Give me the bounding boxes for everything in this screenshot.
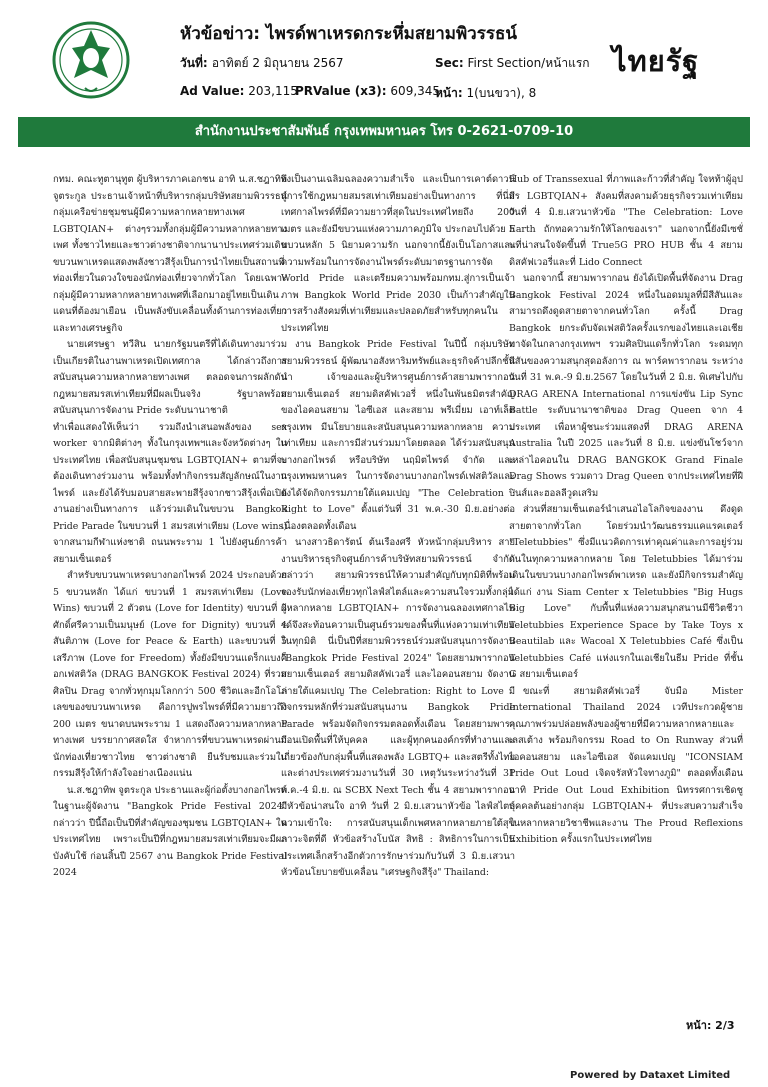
paragraph: นอกจากนี้ สยามพารากอน ยังได้เปิดพื้นที่จัดงาน Drag Bangkok Festival 2024 หนึ่งในอดมมูลที่มีสีสันและสามารถดึงดูดสายตาจากคนทั่วโลก ครั้งนี้ Drag Bangkok ยกระดับจัดเฟสติวัลครั้งแรกของไทยและเอเชีย มาจัดในกลางกรุงเทพฯ รวมศิลปินแดร็กทั่วโลก ระดมทุกสีสันของความสนุกสุดอลังการ ณ พาร์คพารากอน ระหว่างวันที่ 31 พ.ค.-9 มิ.ย.2567 โดยในวันที่ 2 มิ.ย. พิเศษไปกับ DRAG ARENA International การแข่งขัน Lip Sync Battle ระดับนานาชาติของ Drag Queen จาก 4 ประเทศ เพื่อหาผู้ชนะร่วมแสดงที่ DRAG ARENA Australia ในปี 2025 และวันที่ 8 มิ.ย. แข่งขันโชว์จากเหล่าไอคอนใน DRAG BANGKOK Grand Finale Drag Shows รวมดาว Drag Queen จากประเทศไทยที่ฝีปินส์และฮอลลีวูดเสริม	[509, 273, 743, 499]
pr-office-banner: สำนักงานประชาสัมพันธ์ กรุงเทพมหานคร โทร 0-2621-0709-10	[18, 117, 750, 147]
newspaper-logo: ไทยรัฐ	[612, 44, 700, 78]
section-row	[435, 54, 590, 73]
article-column-3	[509, 172, 743, 927]
section-value: First Section/หน้าแรก	[467, 56, 590, 70]
article-column-1	[53, 172, 287, 927]
ad-value: 203,115	[248, 84, 298, 98]
paragraph: งาน Bangkok Pride Festival ในปีนี้ กลุ่มบริษัท สยามพิวรรธน์ ผู้พัฒนาอสังหาริมทรัพย์และธุรกิจค้าปลีกชั้นนำ เจ้าของและผู้บริหารศูนย์การค้าสยามพารากอน สยามเซ็นเตอร์ สยามดิสคัฟเวอรี่ หนึ่งในพันธมิตรสำคัญของไอคอนสยาม ไอซีเอส และสยาม พรีเมี่ยม เอาท์เล็ต กรุงเทพ มีนโยบายและสนับสนุนความหลากหลาย ความเท่าเทียม และการมีส่วนร่วมมาโดยตลอด ได้ร่วมสนับสนุนบางกอกไพรด์ หรือบริษัท นฤมิตไพรด์ จำกัด และกรุงเทพมหานคร ในการจัดงานบางกอกไพรด์เฟสติวัลและยังได้จัดกิจกรรมภายใต้แคมเปญ "The Celebration : Right to Love" ตั้งแต่วันที่ 31 พ.ค.-30 มิ.ย.อย่างต่อเนื่องตลอดทั้งเดือน	[281, 339, 515, 532]
publication-date: อาทิตย์ 2 มิถุนายน 2567	[211, 56, 344, 70]
paragraph: กทม. คณะทูตานุทูต ผู้บริหารภาคเอกชน อาทิ น.ส.ชฎาทิพ จูตระกูล ประธานเจ้าหน้าที่บริหารกลุ่มบริษัทสยามพิวรรธน์กลุ่มเครือข่ายชุมชนผู้มีความหลากหลายทางเพศ LGBTQIAN+ ต่างๆรวมทั้งกลุ่มผู้มีความหลากหลายทางเพศ ทั้งชาวไทยและชาวต่างชาติจากนานาประเทศร่วมเดินขบวนพาเหรดแสดงพลังชาวสีรุ้งเป็นการนำไทยเป็นสถานที่ท่องเที่ยวในดวงใจของนักท่องเที่ยวจากทั่วโลก โดยเฉพาะกลุ่มผู้มีความหลากหลายทางเพศที่เลือกมาอยู่ไทยเป็นเดินแดนที่ต้องมาเยือน เป็นพลังขับเคลื่อนทั้งด้านการท่องเที่ยวและทางเศรษฐกิจ	[53, 174, 287, 334]
paragraph: Hub of Transsexual ที่ภาพและก้าวที่สำคัญ ใจหท้าผู้อุปสร LGBTQIAN+ สังคมที่สงคามด้วยธุรกิจรวมเท่าเทียม วันที่ 4 มิ.ย.เสวนาหัวข้อ "The Celebration: Love Earth ถักทอความรักให้โลกของเรา" นอกจากนี้ยังมีเซชั่นที่น่าสนใจจัดขึ้นที่ True5G PRO HUB ชั้น 4 สยามดิสคัฟเวอรี่และที่ Lido Connect	[509, 174, 743, 268]
bangkok-metropolitan-seal-icon	[52, 12, 130, 108]
section-label: Sec:	[435, 56, 464, 70]
article-column-2	[281, 172, 515, 927]
date-label: วันที่:	[180, 56, 208, 70]
page-value: 1(บนขวา), 8	[466, 86, 537, 100]
ad-value-label: Ad Value:	[180, 84, 245, 98]
clipping-title-row	[180, 20, 517, 47]
pr-value-label: PRValue (x3):	[295, 84, 387, 98]
title-label: หัวข้อข่าว:	[180, 24, 261, 44]
footer-credit: Powered by Dataxet Limited	[570, 1070, 731, 1081]
paragraph: ส่วนที่สยามเซ็นเตอร์นำเสนอไอโลกิจของงาน ดึงดูดสายตาจากทั่วโลก โดยร่วมนำวัฒนธรรมแคแรคเตอร์ "Teletubbies" ซึ่งมีแนวคิดการเท่าคุณค่าและการอยู่ร่วมกันในทุกความหลากหลาย โดย Teletubbies ได้มาร่วมเดินในขบวนบางกอกไพรด์พาเหรด และยังมีกิจกรรมสำคัญได้แก่ งาน Siam Center x Teletubbies "Big Hugs Big Love" กับพื้นที่แห่งความสนุกสนานมีชีวิตชีวา Teletubbies Experience Space by Take Toys x Beautilab และ Wacoal X Teletubbies Café ซึ่งเป็น Teletubbies Café แห่งแรกในเอเชียในธีม Pride ที่ชั้น G สยามเซ็นเตอร์	[509, 504, 743, 680]
pr-value: 609,345	[390, 84, 441, 98]
page-label: หน้า:	[435, 86, 463, 100]
paragraph: ขณะที่ สยามดิสคัฟเวอรี่ จับมือ Mister International Thailand 2024 เวทีประกวดผู้ชายคุณภาพร่วมปล่อยพลังของผู้ชายที่มีความหลากหลายและเลสเต้าง พร้อมกิจกรรม Road to On Runway ส่วนที่ไอคอนสยาม และไอซีเอส จัดแคมเปญ "ICONSIAM Pride Out Loud เจิดจรัสหัวใจทางภูมิ" ตลอดทั้งเดือน อาทิ Pride Out Loud Exhibition นิทรรศการเชิดชูบุคคลต้นอย่างกลุ่ม LGBTQIAN+ ที่ประสบความสำเร็จในหลากหลายวิชาชีพและงาน The Proud Reflexions Exhibition ครั้งแรกในประเทศไทย	[509, 685, 743, 845]
ad-value-row	[180, 84, 298, 98]
news-title: ไพรด์พาเหรดกระหึ่มสยามพิวรรธน์	[266, 24, 517, 44]
paragraph: สำหรับขบวนพาเหรดบางกอกไพรด์ 2024 ประกอบด้วย 5 ขบวนหลัก ได้แก่ ขบวนที่ 1 สมรสเท่าเทียม (Love Wins) ขบวนที่ 2 ตัวตน (Love for Identity) ขบวนที่ 3 ศักดิ์ศรีความเป็นมนุษย์ (Love for Dignity) ขบวนที่ 4 สันติภาพ (Love for Peace & Earth) และขบวนที่ 5 เสรีภาพ (Love for Freedom) ทั้งยังมีขบวนแดร็กแบงค็อกเฟสติวัล (DRAG BANGKOK Festival 2024) ที่รวมศิลปิน Drag จากทั่วทุกมุมโลกกว่า 500 ชีวิตและอีกโอโล่เลขของขบวนพาเหรด คือการปูพรไพรด์ที่มีความยาวถึง 200 เมตร ขนาดบนพระราม 1 แสดงถึงความหลากหลายทางเพศ บรรยากาศสดใส จำหาการที่ขบวนพาเหรดผ่านมีนักท่องเที่ยวชาวไทย ชาวต่างชาติ ยืนรับชมและร่วมในกรรมสีรุ้งให้กำลังใจอย่างเนืองแน่น	[53, 570, 287, 779]
pr-value-row	[295, 84, 440, 98]
date-row	[180, 54, 344, 73]
paragraph: นายเศรษฐา ทวีสิน นายกรัฐมนตรีที่ได้เดินทางมาร่วมเป็นเกียรติในงานพาเหรดเปิดเทศกาล ได้กล่าวถึงการสนับสนุนความหลากหลายทางเพศ ตลอดจนการผลักดันกฎหมายสมรสเท่าเทียมที่มีผลเป็นจริง รัฐบาลพร้อมสนับสนุนการจัดงาน Pride ระดับนานาชาติ	[53, 339, 287, 416]
paragraph: น.ส.ชฎาทิพ จูตระกูล ประธานและผู้ก่อตั้งบางกอกไพรด์ ในฐานะผู้จัดงาน "Bangkok Pride Festival 2024" กล่าวว่า ปีนี้ถือเป็นปีที่สำคัญของชุมชน LGBTQIAN+ ในประเทศไทย เพราะเป็นปีที่กฎหมายสมรสเท่าเทียมจะมีผลบังคับใช้ ก่อนสิ้นปี 2567 งาน Bangkok Pride Festival 2024	[53, 784, 287, 878]
paragraph: ทำเพื่อแสดงให้เห็นว่า รวมถึงนำเสนอพลังของ sex worker จากมิติต่างๆ ทั้งในกรุงเทพฯและจังหวัดต่างๆ ในประเทศไทย เพื่อสนับสนุนชุมชน LGBTQIAN+ ตามที่จะต้องเดินทางร่วมงาน พร้อมทั้งทำกิจกรรมสัญลักษณ์ในงานไพรด์ และยังได้รับมอบสายสะพายสีรุ้งจากชาวสีรุ้งเพื่อเปิดงานอย่างเป็นทางการ แล้วร่วมเดินในขบวน Bangkok Pride Parade ในขบวนที่ 1 สมรสเท่าเทียม (Love wins) จากสนามกีฬาแห่งชาติ ถนนพระราม 1 ไปยังศูนย์การค้าสยามเซ็นเตอร์	[53, 421, 287, 565]
clipping-header	[0, 0, 768, 118]
paragraph: จึงเป็นงานเฉลิมฉลองความสำเร็จ และเป็นการเคาต์ดาวน์สู่การใช้กฎหมายสมรสเท่าเทียมอย่างเป็นทางการ ที่นี่มีเทศกาลไพรด์ที่มีความยาวที่สุดในประเทศไทยถึง 200 เมตร และยังมีขบวนแห่งความภาคภูมิใจ ประกอบไปด้วย 5 ขบวนหลัก 5 นิยามความรัก นอกจากนี้ยังเป็นโอกาสและความพร้อมในการจัดงานไพรด์ระดับมาตรฐานการจัด World Pride และเตรียมความพร้อมกทม.สู่การเป็นเจ้าภาพ Bangkok World Pride 2030 เป็นก้าวสำคัญในการสร้างสังคมที่เท่าเทียมและปลอดภัยสำหรับทุกคนในประเทศไทย	[281, 174, 515, 334]
page-row	[435, 84, 536, 103]
paragraph: นางสาวธิดารัตน์ ต้นเรืองศรี หัวหน้ากลุ่มบริหาร สายงานบริหารธุรกิจศูนย์การค้าบริษัทสยามพิวรรธน์ จำกัด กล่าวว่า สยามพิวรรธน์ให้ความสำคัญกับทุกมิติที่พร้อมรองรับนักท่องเที่ยวทุกไลฟ์สไตล์และความสนใจรวมทั้งกลุ่มผู้หลากหลาย LGBTQIAN+ การจัดงานฉลองเทศกาลไพรด์จึงสะท้อนความเป็นศูนย์รวมของพื้นที่แห่งความเท่าเทียมในทุกมิติ นี่เป็นปีที่สยามพิวรรธน์ร่วมสนับสนุนการจัดงาน "Bangkok Pride Festival 2024" โดยสยามพารากอน สยามเซ็นเตอร์ สยามดิสคัฟเวอรี่ และไอคอนสยาม จัดงานภายใต้แคมเปญ The Celebration: Right to Love มีกิจกรรมหลักที่ร่วมสนับสนุนงาน Bangkok Pride Parade พร้อมจัดกิจกรรมตลอดทั้งเดือน โดยสยามพารากอนเปิดพื้นที่ให้บุคคล และผู้ทุกคนองค์กรที่ทำงานและเกี่ยวข้องกับกลุ่มพื้นที่แสดงพลัง LGBTQ+ และสตรีทั้งไทยและต่างประเทศร่วมงานวันที่ 30 เหตุวันระหว่างวันที่ 31 พ.ค.-4 มิ.ย. ณ SCBX Next Tech ชั้น 4 สยามพารากอน มีหัวข้อน่าสนใจ อาทิ วันที่ 2 มิ.ย.เสวนาหัวข้อ ไลฟ์สไตล์ความเข้าใจ: การสนับสนุนเด็กเพศหลากหลายภายใต้สุขภาวะจิตที่ดี หัวข้อสร้างโบนัส สิทธิ : สิทธิการในการเป็นประเทศเล็กสร้างอีกตัวการรักษาร่วมกับวันที่ 3 มิ.ย.เสวนาหัวข้อนโยบายขับเคลื่อน "เศรษฐกิจสีรุ้ง" Thailand:	[281, 537, 515, 878]
page-number: หน้า: 2/3	[686, 1019, 735, 1032]
